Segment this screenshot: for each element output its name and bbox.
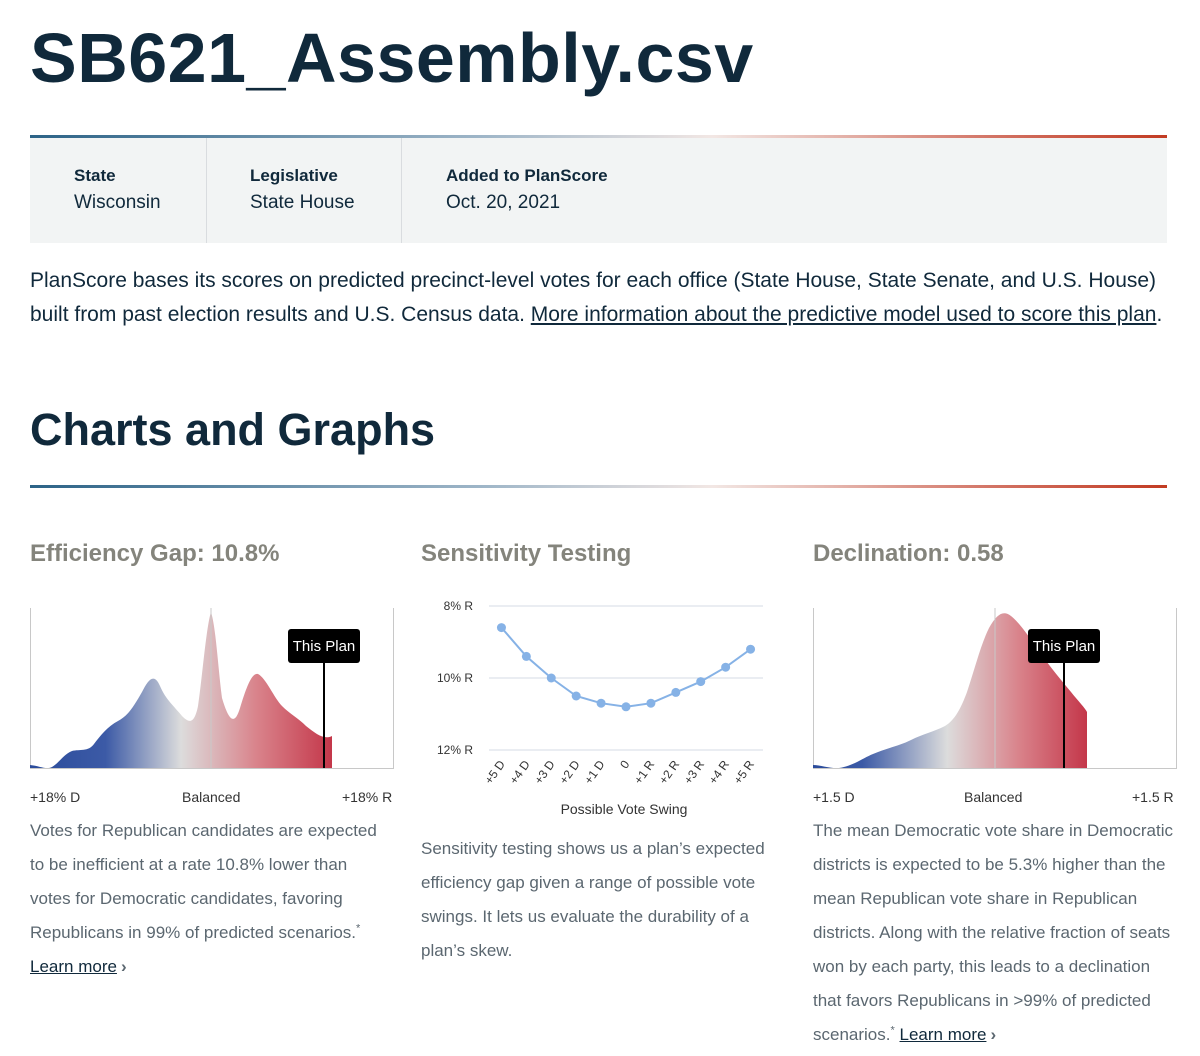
sensitivity-point: [572, 692, 581, 701]
meta-legislative-label: Legislative: [250, 166, 338, 185]
sensitivity-y-tick: 12% R: [436, 743, 473, 757]
sensitivity-point: [622, 702, 631, 711]
sensitivity-x-tick: +5 D: [481, 757, 508, 787]
declination-marker-label: This Plan: [1032, 638, 1096, 655]
declination-axis-center: Balanced: [964, 789, 1023, 805]
sensitivity-point: [497, 623, 506, 632]
plan-metadata: [30, 138, 1167, 243]
efficiency-gap-title: Efficiency Gap: 10.8%: [30, 540, 280, 567]
sensitivity-x-tick: 0: [617, 757, 633, 772]
sensitivity-x-tick: +5 R: [730, 757, 758, 787]
declination-learn-more[interactable]: [900, 1025, 987, 1044]
meta-legislative-value: State House: [250, 192, 355, 213]
meta-state-value: Wisconsin: [74, 192, 161, 213]
declination-title: Declination: 0.58: [813, 540, 1004, 567]
sensitivity-x-tick: +2 R: [656, 757, 683, 787]
sensitivity-point: [671, 688, 680, 697]
intro-end: .: [1156, 303, 1163, 326]
efficiency-gap-footnote: *: [356, 922, 361, 935]
sensitivity-x-axis-label: Possible Vote Swing: [560, 801, 688, 817]
sensitivity-point: [696, 677, 705, 686]
sensitivity-point: [746, 645, 755, 654]
declination-description: [813, 814, 1175, 1052]
efficiency-gap-axis-center: Balanced: [182, 789, 241, 805]
sensitivity-point: [522, 652, 531, 661]
meta-state-label: State: [74, 166, 116, 185]
efficiency-gap-distribution: [30, 612, 332, 768]
sensitivity-y-tick: 8% R: [443, 599, 473, 613]
declination-chart: [813, 608, 1177, 771]
sensitivity-x-tick: +4 D: [506, 757, 533, 787]
efficiency-gap-marker-label: This Plan: [292, 638, 356, 655]
sensitivity-line: [501, 628, 750, 707]
intro-paragraph: [30, 264, 1170, 332]
section-title: Charts and Graphs: [30, 404, 436, 455]
meta-legislative: [206, 138, 402, 243]
declination-axis-left: +1.5 D: [813, 789, 855, 805]
declination-axis-right: +1.5 R: [1132, 789, 1174, 805]
sensitivity-chart: [421, 590, 776, 830]
efficiency-gap-learn-more[interactable]: [30, 957, 117, 976]
predictive-model-link[interactable]: More information about the predictive model used to score this plan: [530, 303, 1157, 326]
efficiency-gap-chart: [30, 608, 394, 771]
chevron-right-icon[interactable]: ›: [120, 957, 127, 976]
declination-description-text: The mean Democratic vote share in Democratic districts is expected to be 5.3% higher than the mean Republican vote share in Republican districts. Along with the relative fraction of seats won by each party, this leads to a declination that favors Republicans in >99% of predicted scenarios.: [813, 821, 1173, 1044]
sensitivity-point: [646, 699, 655, 708]
efficiency-gap-description-text: Votes for Republican candidates are expected to be inefficient at a rate 10.8% lower than votes for Democratic candidates, favoring Republicans in 99% of predicted scenarios.: [30, 821, 377, 942]
sensitivity-x-tick: +4 R: [705, 757, 733, 787]
declination-footnote: *: [890, 1024, 895, 1037]
page-title: SB621_Assembly.csv: [30, 19, 754, 97]
efficiency-gap-axis-right: +18% R: [342, 789, 393, 805]
meta-added-value: Oct. 20, 2021: [446, 192, 561, 213]
meta-state: [30, 138, 207, 243]
sensitivity-point: [597, 699, 606, 708]
intro-text: PlanScore bases its scores on predicted precinct-level votes for each office (State House, State Senate, and U.S. House) built from past election results and U.S. Census data.: [30, 269, 1157, 326]
meta-added-label: Added to PlanScore: [446, 166, 608, 185]
sensitivity-point: [721, 663, 730, 672]
sensitivity-y-tick: 10% R: [436, 671, 473, 685]
sensitivity-title: Sensitivity Testing: [421, 540, 632, 567]
sensitivity-x-tick: +3 D: [531, 757, 558, 787]
sensitivity-description: Sensitivity testing shows us a plan’s expected efficiency gap given a range of possible vote swings. It lets us evaluate the durability of a plan’s skew.: [421, 839, 765, 960]
section-divider: [30, 485, 1167, 488]
efficiency-gap-learn-more-text: Learn more: [30, 957, 117, 976]
sensitivity-x-tick: +3 R: [680, 757, 708, 787]
efficiency-gap-axis-left: +18% D: [30, 789, 81, 805]
sensitivity-x-tick: +2 D: [556, 757, 583, 787]
efficiency-gap-description: [30, 814, 392, 984]
declination-learn-more-text: Learn more: [899, 1025, 987, 1044]
sensitivity-x-tick: +1 D: [581, 757, 608, 787]
chevron-right-icon[interactable]: ›: [990, 1025, 997, 1044]
sensitivity-point: [547, 674, 556, 683]
sensitivity-x-tick: +1 R: [631, 757, 658, 787]
